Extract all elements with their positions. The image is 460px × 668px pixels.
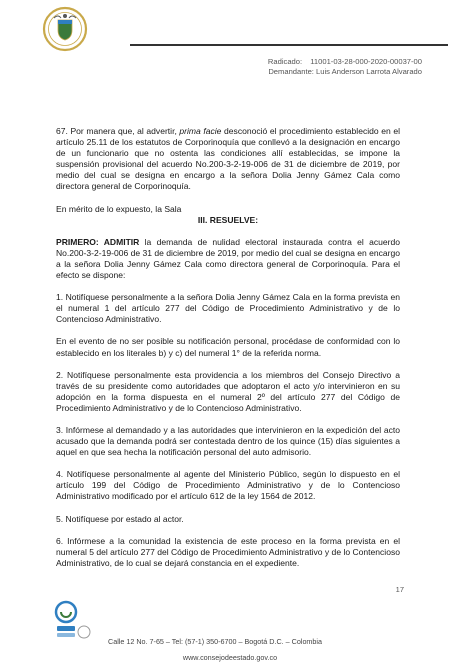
- list-item-3: 3. Infórmese al demandado y a las autoridades que intervinieron en la expedición del acto acusado que la demanda podrá ser contestada dentro de los quince (15) días siguientes a aquel en que sea hecha la notificación personal del auto admisorio.: [56, 424, 400, 458]
- demandante-line: [268, 67, 422, 77]
- footer-address: Calle 12 No. 7-65 – Tel: (57-1) 350-6700 – Bogotá D.C. – Colombia: [108, 637, 323, 646]
- merito-line: En mérito de lo expuesto, la Sala: [56, 203, 182, 214]
- list-item-5: 5. Notifíquese por estado al actor.: [56, 513, 184, 524]
- list-item-2: 2. Notifíquese personalmente esta providencia a los miembros del Consejo Directivo a través de su presidente como autoridades que adoptaron el acto y/o intervinieron en su adopción en la forma dispuesta en el numeral 2º del artículo 277 del Código de Procedimiento Administrativo y de lo Contencioso Administrativo.: [56, 369, 400, 413]
- list-item-1: 1. Notifíquese personalmente a la señora Dolia Jenny Gámez Cala en la forma prevista en el numeral 1 del artículo 277 del Código de Procedimiento Administrativo y de lo Contencioso Administrativo.: [56, 292, 400, 325]
- header-divider: [130, 44, 448, 46]
- list-item-4: 4. Notifíquese personalmente al agente del Ministerio Público, según lo dispuesto en el artículo 199 del Código de Procedimiento Administrativo y de lo Contencioso Administrativo modificado por el artículo 612 de la ley 1564 de 2012.: [56, 469, 400, 502]
- paragraph-67: 67. Por manera que, al advertir, prima facie desconoció el procedimiento establecido en el artículo 25.11 de los estatutos de Corporinoquía que conllevó a la designación en encargo de un funcionario que no ostenta las condiciones allí establecidas, se impone la suspensión provisional del acuerdo No.200-3-2-19-006 de 31 de diciembre de 2019, por medio del cual se designa en encargo a la señora Dolia Jenny Gámez Cala como directora general de Corporinoquía.: [56, 126, 400, 192]
- resuelve-heading: III. RESUELVE:: [197, 214, 259, 225]
- radicado-label: Radicado:: [267, 57, 303, 66]
- evento-paragraph: En el evento de no ser posible su notificación personal, procédase de conformidad con lo establecido en los literales b) y c) del numeral 1° de la referida norma.: [56, 336, 400, 358]
- emphasis-prima-facie: prima facie: [179, 126, 222, 136]
- primero-paragraph: PRIMERO: ADMITIR la demanda de nulidad electoral instaurada contra el acuerdo No.200-3-2-19-006 de 31 de diciembre de 2019, por medio del cual se designa en encargo a la señora Dolia Jenny Gámez Cala como directora general de Corporinoquía. Para el efecto se dispone:: [56, 236, 401, 281]
- page-number: 17: [395, 585, 404, 594]
- document-body: [56, 126, 400, 580]
- coat-of-arms-seal-icon: [42, 6, 88, 52]
- primero-label: PRIMERO: ADMITIR: [56, 236, 140, 247]
- demandante-value: Luis Anderson Larrota Alvarado: [316, 66, 422, 76]
- case-reference: [268, 57, 422, 76]
- demandante-label: Demandante:: [268, 66, 314, 76]
- radicado-line: [268, 57, 422, 67]
- radicado-value: 11001-03-28-000-2020-00037-00: [310, 57, 422, 66]
- certification-logos-icon: [52, 600, 92, 644]
- list-item-6: 6. Infórmese a la comunidad la existencia de este proceso en la forma prevista en el numeral 5 del artículo 277 del Código de Procedimiento Administrativo y de lo Contencioso Administrativo, de lo cual se dejará constancia en el expediente.: [56, 535, 400, 568]
- footer-website-link[interactable]: www.consejodeestado.gov.co: [182, 653, 278, 662]
